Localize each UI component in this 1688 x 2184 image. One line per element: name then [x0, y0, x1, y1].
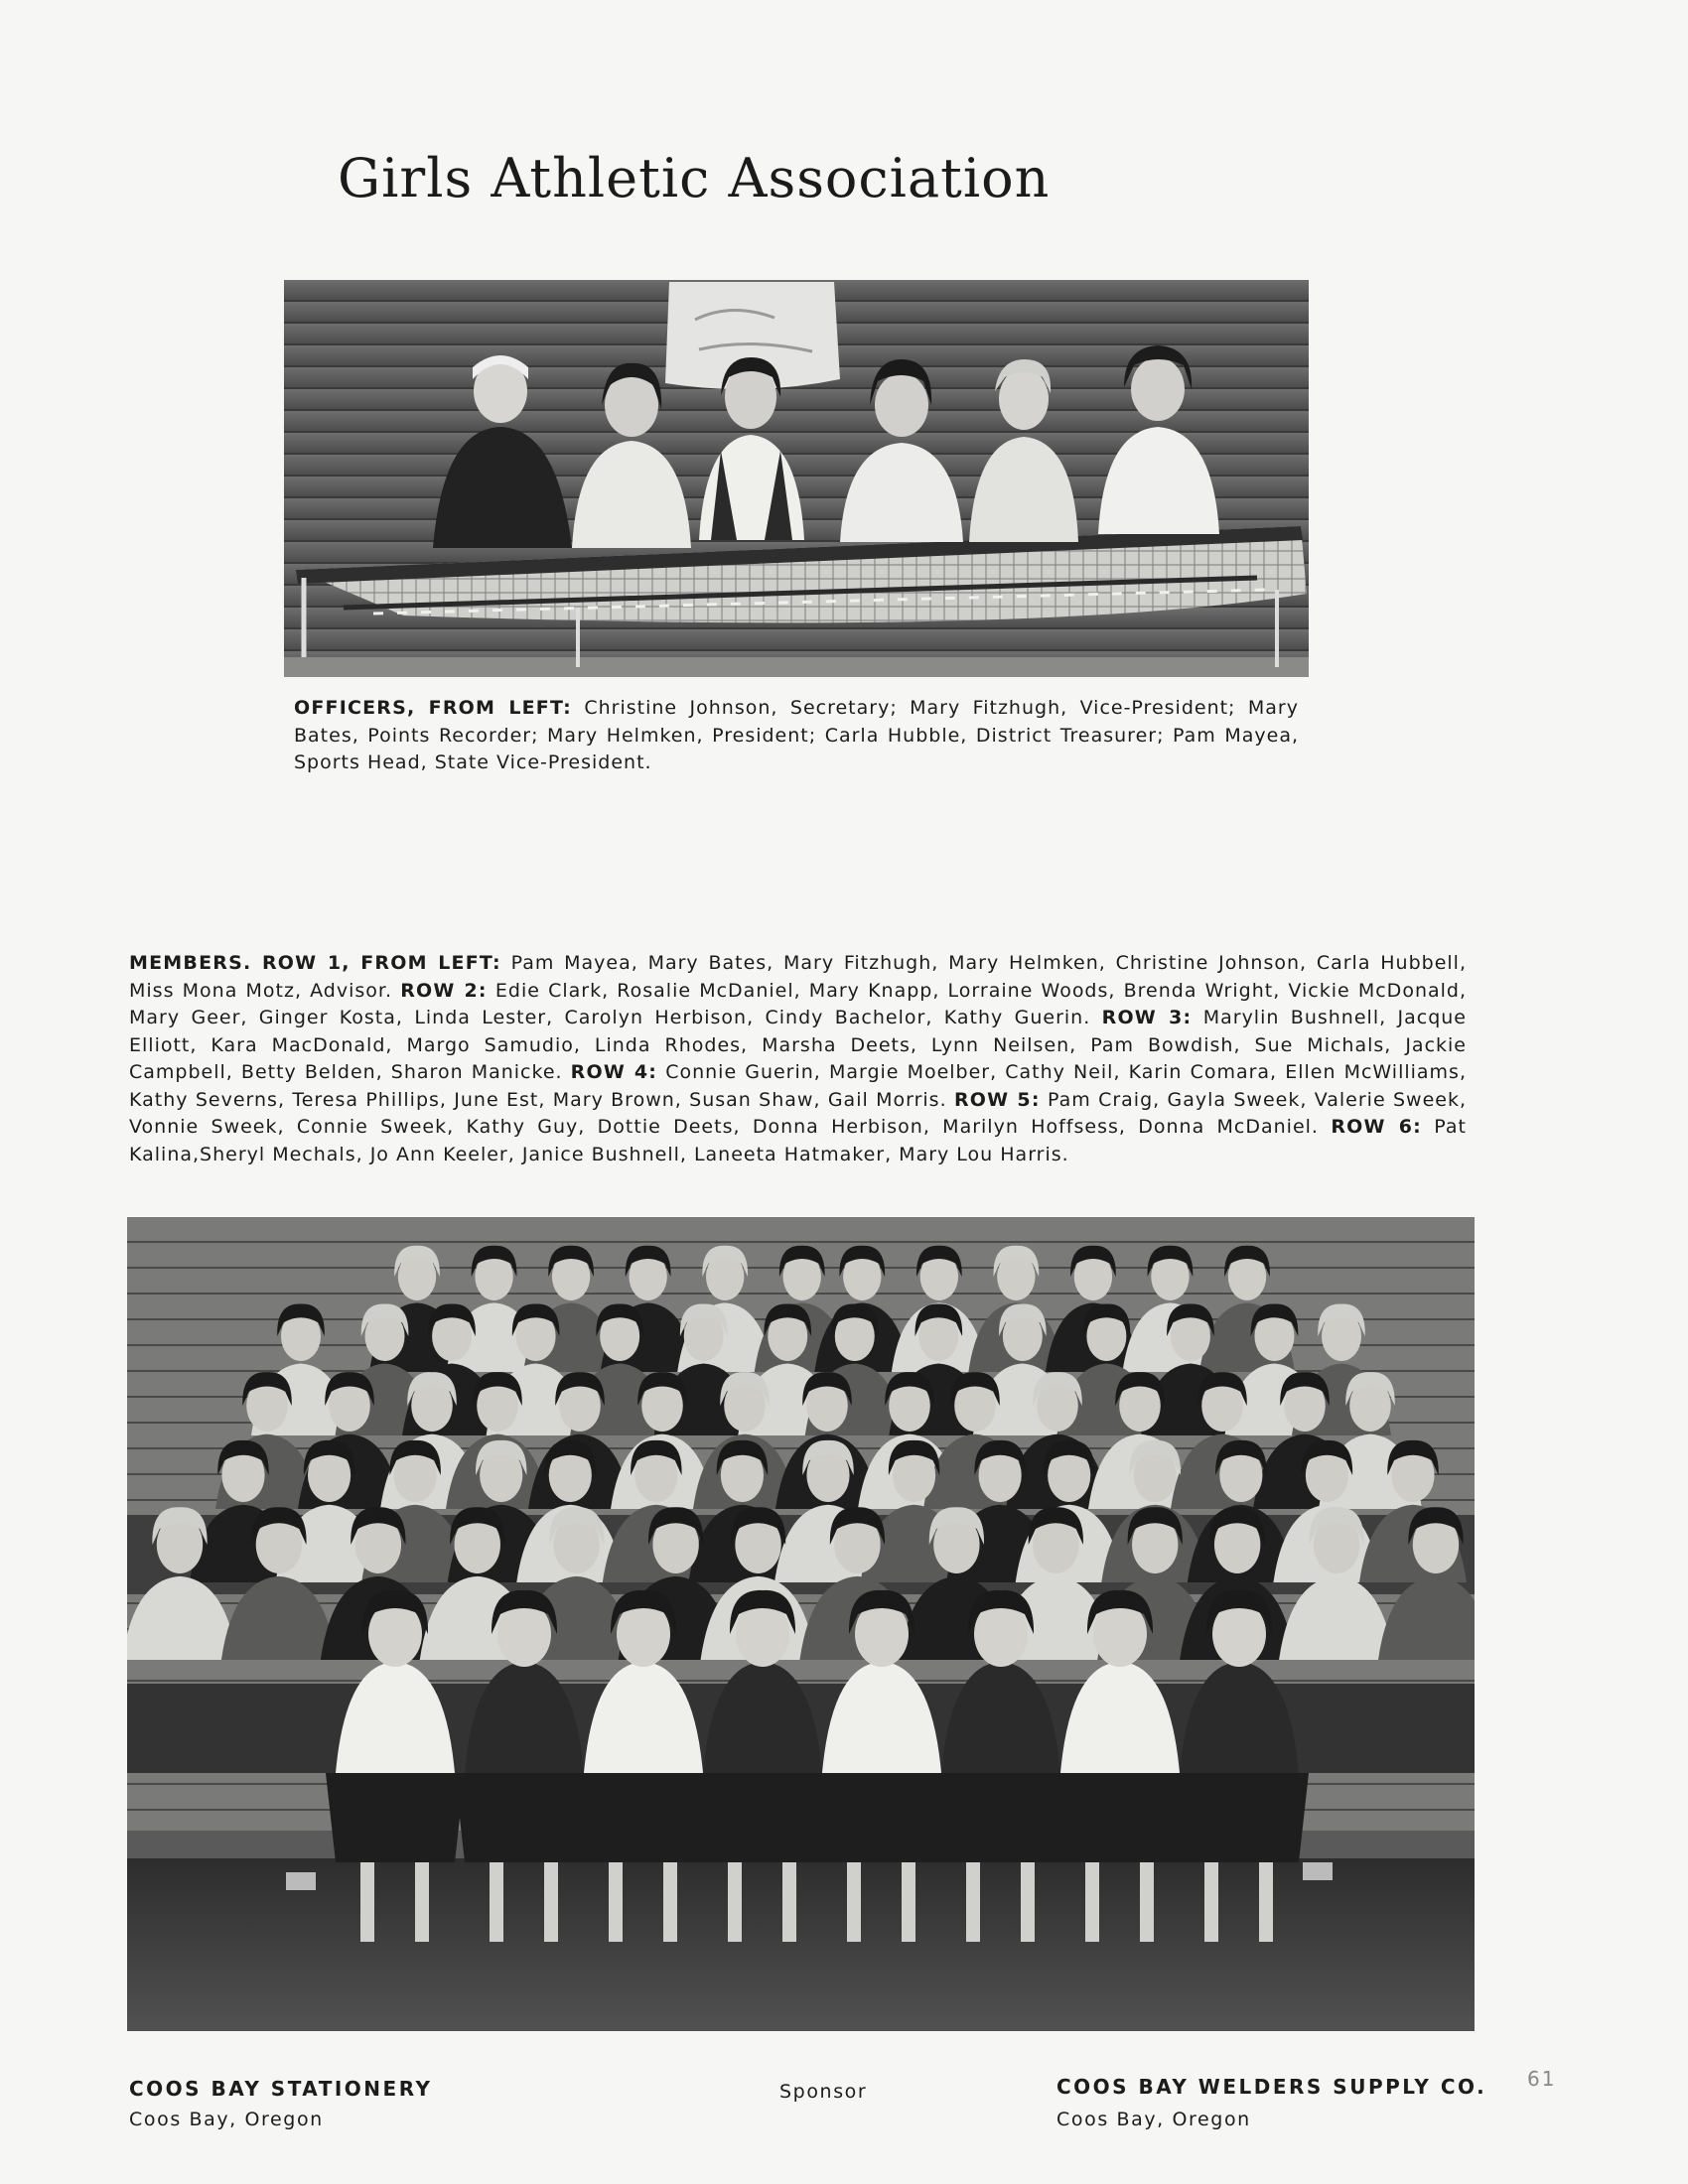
officers-caption-lead: OFFICERS, FROM LEFT: [294, 697, 572, 719]
sponsor-label: Sponsor [779, 2081, 868, 2103]
members-row1-lead: MEMBERS. ROW 1, FROM LEFT: [129, 952, 501, 974]
members-row6-text: Pat Kalina,Sheryl Mechals, Jo Ann Keeler, Janice Bushnell, Laneeta Hatmaker, Mary Lou Harris. [129, 1116, 1467, 1165]
page-title: Girls Athletic Association [338, 147, 1051, 209]
members-row2-lead: ROW 2: [400, 979, 488, 1002]
sponsor-right-name: COOS BAY WELDERS SUPPLY CO. [1056, 2075, 1487, 2099]
members-row1-text: Pam Mayea, Mary Bates, Mary Fitzhugh, Mary Helmken, Christine Johnson, Carla Hubbell, Miss Mona Motz, Advisor. [129, 952, 1467, 1002]
officers-photo [284, 280, 1309, 677]
members-row5-text: Pam Craig, Gayla Sweek, Valerie Sweek, Vonnie Sweek, Connie Sweek, Kathy Guy, Dottie Deets, Donna Herbison, Marilyn Hoffsess, Donna McDaniel. [129, 1088, 1467, 1138]
members-row2-text: Edie Clark, Rosalie McDaniel, Mary Knapp, Lorraine Woods, Brenda Wright, Vickie McDonald, Mary Geer, Ginger Kosta, Linda Lester, Carolyn Herbison, Cindy Bachelor, Kathy Guerin. [129, 979, 1468, 1028]
members-row4-text: Connie Guerin, Margie Moelber, Cathy Neil, Karin Comara, Ellen McWilliams, Kathy Severns, Teresa Phillips, June Est, Mary Brown, Susan Shaw, Gail Morris. [129, 1061, 1467, 1111]
members-row3-lead: ROW 3: [1101, 1007, 1193, 1028]
members-caption [129, 950, 1467, 1168]
sponsor-left-city: Coos Bay, Oregon [129, 2109, 324, 2130]
sponsor-left-name: COOS BAY STATIONERY [129, 2077, 433, 2101]
members-row5-lead: ROW 5: [953, 1088, 1041, 1111]
members-row3-text: Marylin Bushnell, Jacque Elliott, Kara MacDonald, Margo Samudio, Linda Rhodes, Marsha Deets, Lynn Neilsen, Pam Bowdish, Sue Michals, Jackie Campbell, Betty Belden, Sharon Manicke. [129, 1007, 1467, 1083]
members-row4-lead: ROW 4: [570, 1061, 658, 1083]
officers-caption-text: Christine Johnson, Secretary; Mary Fitzhugh, Vice-President; Mary Bates, Points Recorder; Mary Helmken, President; Carla Hubble, District Treasurer; Pam Mayea, Sports Head, State Vice-President. [294, 697, 1299, 773]
page-number: 61 [1527, 2067, 1557, 2091]
officers-caption [294, 695, 1299, 777]
sponsor-right-city: Coos Bay, Oregon [1056, 2109, 1251, 2130]
members-row6-lead: ROW 6: [1331, 1116, 1422, 1138]
members-photo [127, 1217, 1475, 2031]
